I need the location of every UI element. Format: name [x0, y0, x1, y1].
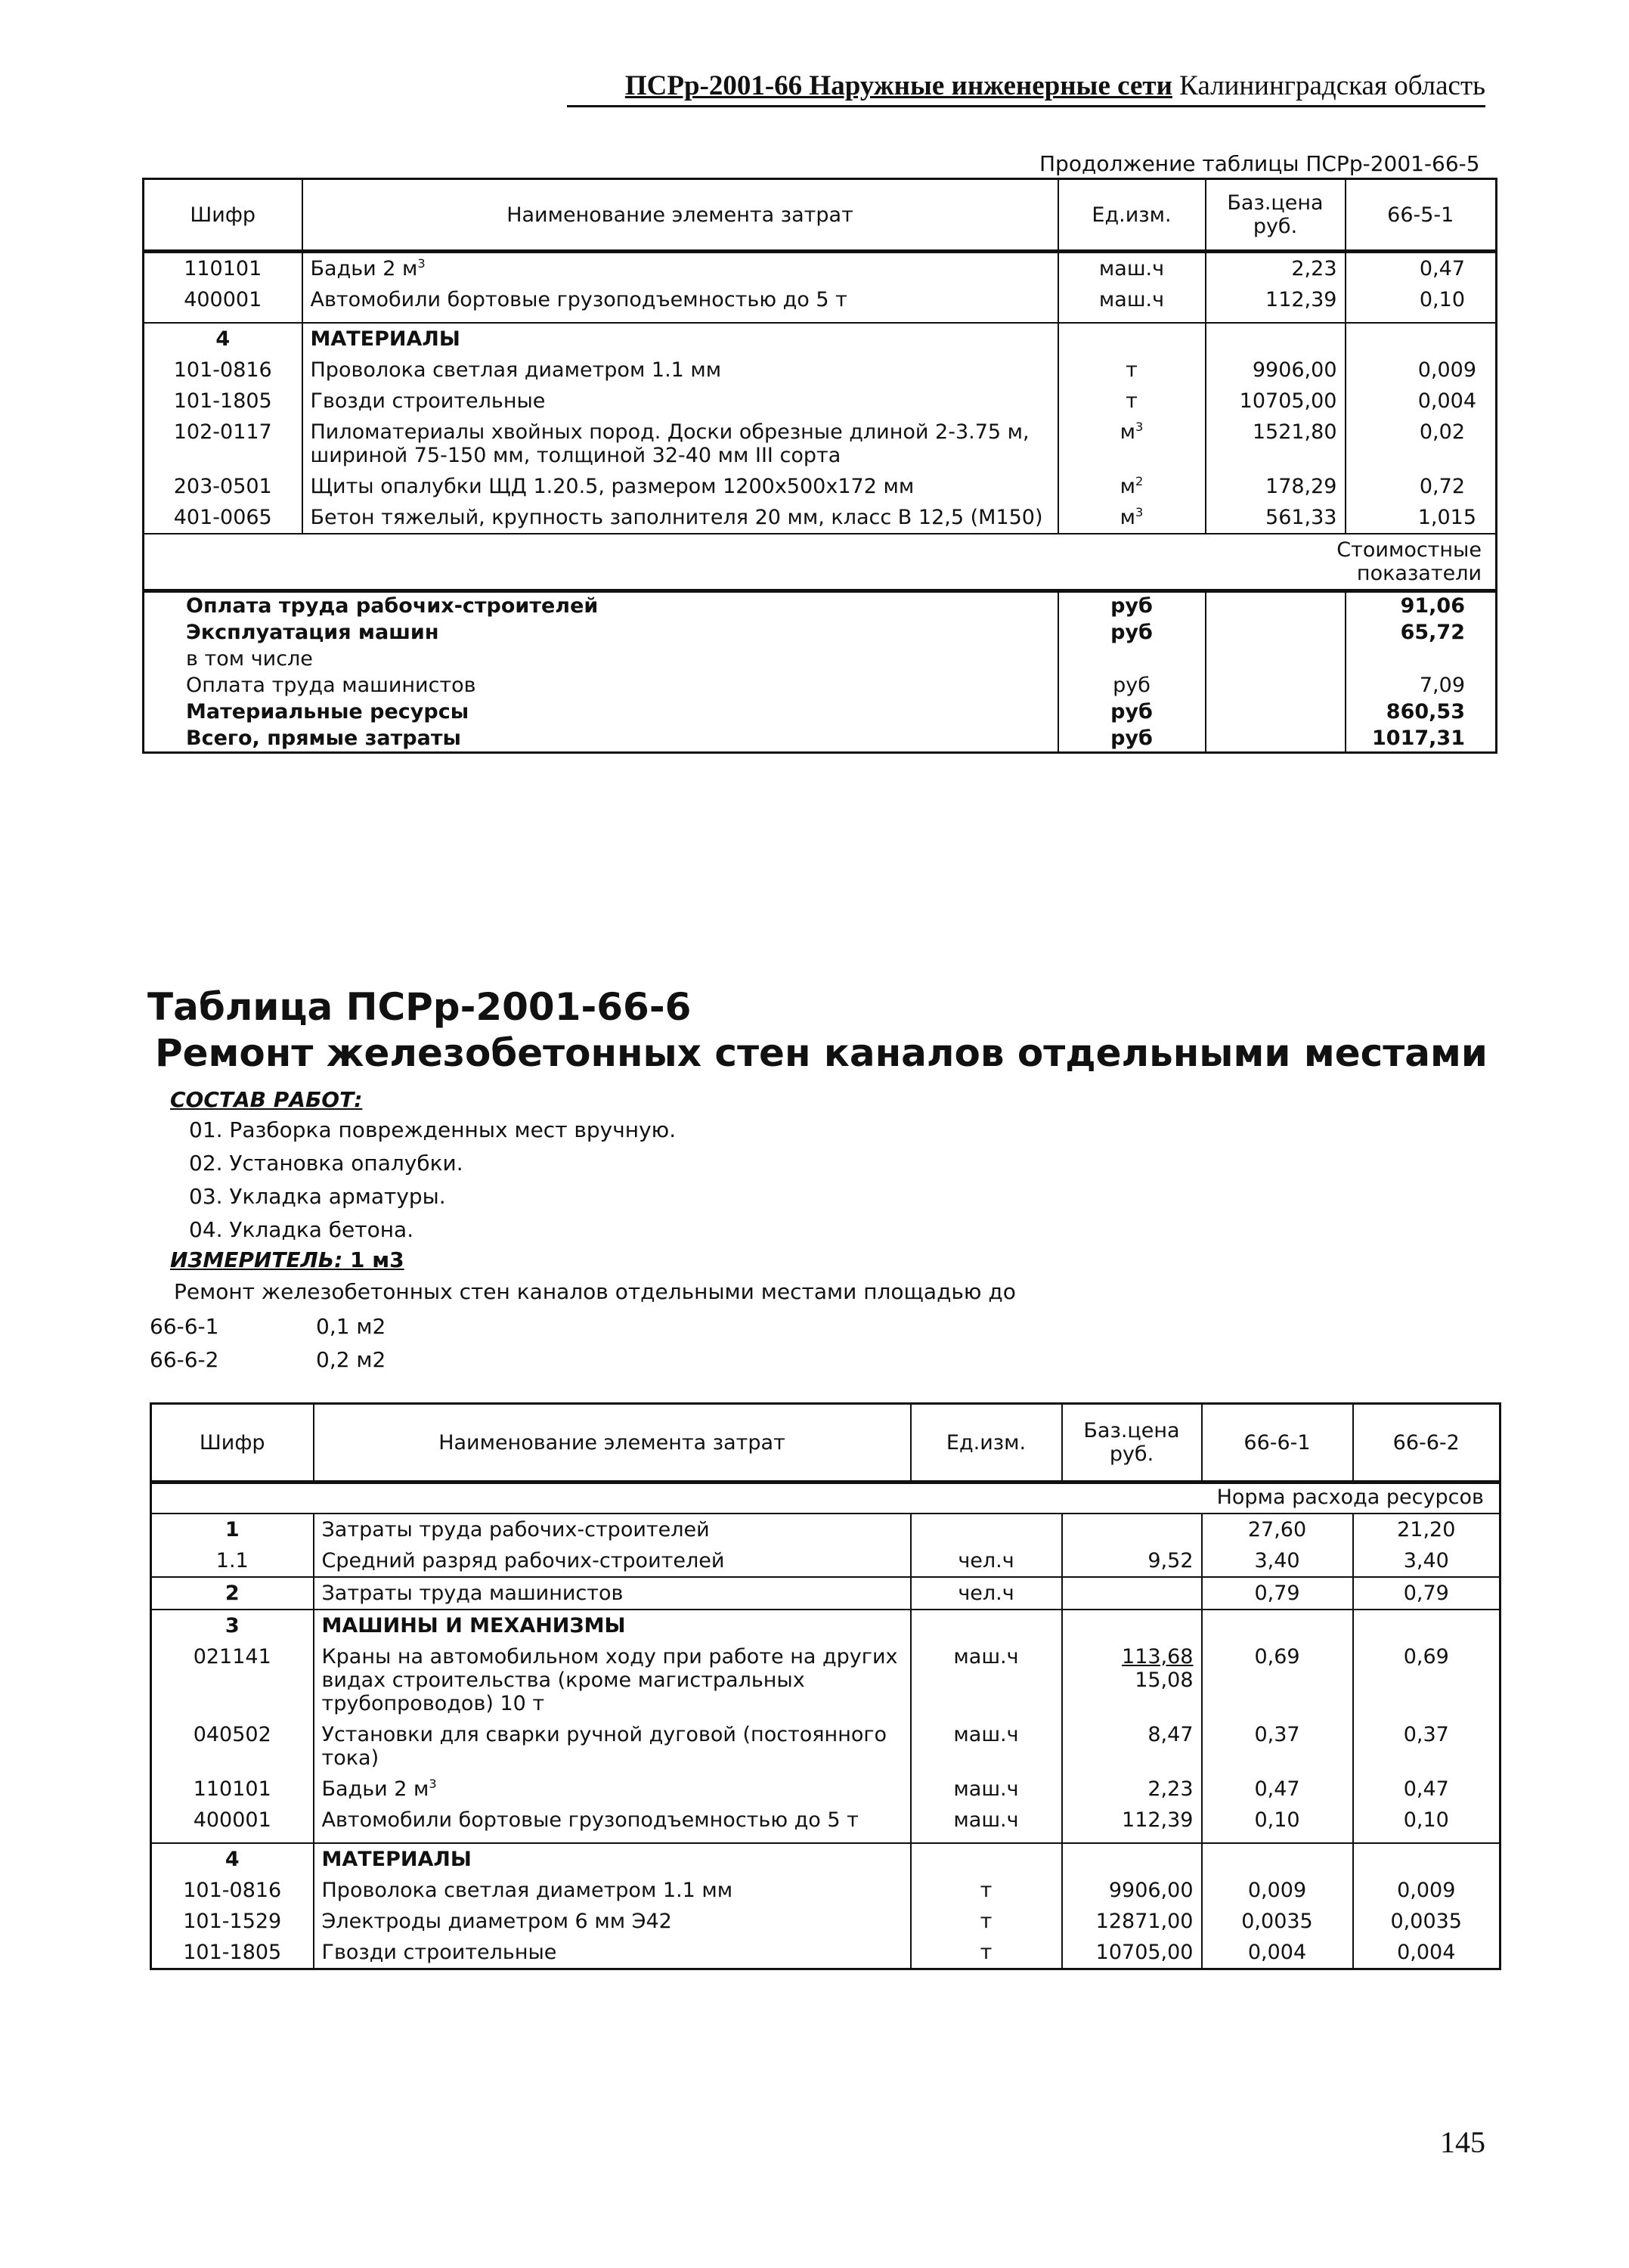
- section-title: МАТЕРИАЛЫ: [314, 1843, 911, 1875]
- row-price: 9906,00: [1062, 1875, 1202, 1906]
- row-price: 1521,80: [1206, 417, 1346, 471]
- table-row: [144, 386, 1497, 417]
- work-composition-label: СОСТАВ РАБОТ:: [170, 1087, 363, 1112]
- row-name: Гвозди строительные: [302, 386, 1058, 417]
- row-price: 2,23: [1062, 1774, 1202, 1805]
- row-unit: т: [911, 1937, 1062, 1969]
- col-header-code: Шифр: [144, 179, 302, 252]
- cost-unit: руб: [1058, 672, 1206, 699]
- variant-code: 66-6-1: [150, 1314, 219, 1339]
- row-price: 9906,00: [1206, 355, 1346, 386]
- cost-label: Оплата труда рабочих-строителей: [144, 591, 1058, 620]
- header-region: Калининградская область: [1179, 70, 1485, 101]
- table-row: [151, 1641, 1500, 1719]
- table-continuation-label: Продолжение таблицы ПСРр-2001-66-5: [1039, 151, 1480, 176]
- row-value-1: 27,60: [1202, 1514, 1353, 1545]
- row-value-1: 0,004: [1202, 1937, 1353, 1969]
- row-value-1: 0,69: [1202, 1641, 1353, 1719]
- row-value-2: 0,10: [1403, 1808, 1449, 1832]
- cost-label: в том числе: [186, 647, 313, 671]
- row-value: 0,10: [1419, 288, 1465, 311]
- row-unit: чел.ч: [911, 1545, 1062, 1577]
- row-unit: т: [911, 1875, 1062, 1906]
- header-title: ПСРр-2001-66 Наружные инженерные сети: [624, 70, 1172, 101]
- row-code: 101-1805: [151, 1937, 314, 1969]
- row-code: 110101: [144, 252, 302, 285]
- cost-row: [144, 699, 1497, 725]
- col-header-name: Наименование элемента затрат: [302, 179, 1058, 252]
- row-price: 112,39: [1206, 284, 1346, 323]
- norm-header-row: [151, 1483, 1500, 1514]
- cost-header: Стоимостные показатели: [1206, 534, 1497, 591]
- table-row: [144, 252, 1497, 285]
- row-unit: чел.ч: [911, 1577, 1062, 1610]
- row-price: 12871,00: [1062, 1906, 1202, 1937]
- cost-unit: руб: [1058, 725, 1206, 753]
- row-value: 0,009: [1417, 358, 1476, 382]
- resource-table-66-6: [150, 1402, 1501, 1970]
- col-header-name: Наименование элемента затрат: [314, 1404, 911, 1483]
- row-value-2: 0,37: [1403, 1723, 1449, 1746]
- section-title: МАТЕРИАЛЫ: [302, 323, 1058, 355]
- table-row: [151, 1545, 1500, 1577]
- row-code: 400001: [151, 1805, 314, 1843]
- cost-value: 860,53: [1386, 700, 1465, 723]
- col-header-66-6-2: 66-6-2: [1353, 1404, 1500, 1483]
- row-value: 0,47: [1419, 257, 1465, 280]
- table-row: [144, 417, 1497, 471]
- cost-header-row: [144, 534, 1497, 591]
- cost-row: [144, 672, 1497, 699]
- table-row: [144, 502, 1497, 534]
- row-unit: маш.ч: [1058, 252, 1206, 285]
- row-value-2: 0,47: [1403, 1777, 1449, 1801]
- cost-label: Всего, прямые затраты: [186, 727, 461, 750]
- row-value-1: 0,10: [1202, 1805, 1353, 1843]
- work-item: 01. Разборка поврежденных мест вручную.: [189, 1117, 677, 1142]
- row-value-2: 0,69: [1403, 1645, 1449, 1668]
- row-code: 401-0065: [144, 502, 302, 534]
- row-name: Бадьи 2 $м^3$: [302, 252, 1058, 285]
- work-item: 02. Установка опалубки.: [189, 1151, 463, 1176]
- norm-header: Норма расхода ресурсов: [1202, 1483, 1500, 1514]
- table-row: [151, 1774, 1500, 1805]
- row-name: Затраты труда рабочих-строителей: [314, 1514, 911, 1545]
- row-value-1: 0,009: [1202, 1875, 1353, 1906]
- row-name: Автомобили бортовые грузоподъемностью до 5 т: [302, 284, 1058, 323]
- section-title: МАШИНЫ И МЕХАНИЗМЫ: [314, 1610, 911, 1641]
- row-code: 400001: [144, 284, 302, 323]
- row-name: Бетон тяжелый, крупность заполнителя 20 мм, класс В 12,5 (М150): [302, 502, 1058, 534]
- cost-value: 91,06: [1346, 591, 1497, 620]
- row-value: 1,015: [1417, 506, 1476, 529]
- section-row-materials: [144, 323, 1497, 355]
- running-header: [567, 70, 1485, 107]
- table-row: [151, 1719, 1500, 1774]
- variant-value: 0,2 м2: [316, 1347, 386, 1372]
- table-row: [151, 1514, 1500, 1545]
- row-price: 178,29: [1206, 471, 1346, 502]
- page-number: 145: [1440, 2125, 1485, 2159]
- row-code: 1: [151, 1514, 314, 1545]
- row-code: 101-1529: [151, 1906, 314, 1937]
- row-code: 101-0816: [151, 1875, 314, 1906]
- cost-row: [144, 591, 1497, 620]
- cost-value: 7,09: [1419, 674, 1465, 697]
- row-value: 0,72: [1419, 475, 1465, 498]
- row-name: Гвозди строительные: [314, 1937, 911, 1969]
- row-price: 9,52: [1062, 1545, 1202, 1577]
- header-rule: [567, 105, 1485, 107]
- row-value-1: 0,37: [1202, 1719, 1353, 1774]
- row-value-2: 3,40: [1403, 1549, 1449, 1572]
- cost-row: [144, 619, 1497, 646]
- variant-code: 66-6-2: [150, 1347, 219, 1372]
- table-row: [151, 1906, 1500, 1937]
- col-header-price: Баз.цена руб.: [1062, 1404, 1202, 1483]
- cost-value: 65,72: [1400, 621, 1465, 644]
- row-value-2: 0,004: [1397, 1941, 1456, 1964]
- row-code: 1.1: [151, 1545, 314, 1577]
- row-code: 203-0501: [144, 471, 302, 502]
- table-row: [144, 284, 1497, 323]
- variant-value: 0,1 м2: [316, 1314, 386, 1339]
- col-header-66-5-1: 66-5-1: [1346, 179, 1497, 252]
- row-price: 8,47: [1062, 1719, 1202, 1774]
- table-row: [144, 355, 1497, 386]
- table-row: [151, 1805, 1500, 1843]
- cost-label: Оплата труда машинистов: [186, 674, 476, 697]
- row-value-2: 0,79: [1353, 1577, 1500, 1610]
- cost-unit: руб: [1058, 699, 1206, 725]
- row-value-2: 21,20: [1397, 1518, 1456, 1541]
- section-row-machines: [151, 1610, 1500, 1641]
- col-header-66-6-1: 66-6-1: [1202, 1404, 1353, 1483]
- row-price: 112,39: [1062, 1805, 1202, 1843]
- row-value: 0,02: [1419, 420, 1465, 444]
- row-code: 2: [151, 1577, 314, 1610]
- row-unit: маш.ч: [911, 1805, 1062, 1843]
- row-unit: маш.ч: [911, 1719, 1062, 1774]
- row-value-1: 0,47: [1202, 1774, 1353, 1805]
- row-name: Бадьи 2 $м^3$: [314, 1774, 911, 1805]
- resource-table-66-5: [142, 178, 1497, 754]
- row-value-2: 0,0035: [1390, 1910, 1462, 1933]
- row-name: Пиломатериалы хвойных пород. Доски обрезные длиной 2-3.75 м, шириной 75-150 мм, толщиной 32-40 мм III сорта: [302, 417, 1058, 471]
- section-code: 3: [151, 1610, 314, 1641]
- row-value: 0,004: [1417, 389, 1476, 413]
- row-value-2: 0,009: [1397, 1879, 1456, 1902]
- cost-label: Материальные ресурсы: [186, 700, 469, 723]
- row-unit: маш.ч: [1058, 284, 1206, 323]
- cost-value: 1017,31: [1372, 727, 1465, 750]
- row-price: 561,33: [1206, 502, 1346, 534]
- col-header-price: Баз.цена руб.: [1206, 179, 1346, 252]
- measure-value: 1 м3: [350, 1247, 404, 1272]
- row-name: Проволока светлая диаметром 1.1 мм: [314, 1875, 911, 1906]
- row-name: Краны на автомобильном ходу при работе на других видах строительства (кроме магистральных трубопроводов) 10 т: [314, 1641, 911, 1719]
- row-price: 10705,00: [1062, 1937, 1202, 1969]
- row-name: Электроды диаметром 6 мм Э42: [314, 1906, 911, 1937]
- description: Ремонт железобетонных стен каналов отдельными местами площадью до: [174, 1279, 1016, 1304]
- cost-label: Эксплуатация машин: [186, 621, 439, 644]
- row-value-1: 0,79: [1202, 1577, 1353, 1610]
- work-item: 03. Укладка арматуры.: [189, 1184, 446, 1209]
- row-name: Щиты опалубки ЩД 1.20.5, размером 1200х500х172 мм: [302, 471, 1058, 502]
- row-price: 10705,00: [1206, 386, 1346, 417]
- col-header-code: Шифр: [151, 1404, 314, 1483]
- row-name: Средний разряд рабочих-строителей: [314, 1545, 911, 1577]
- row-code: 102-0117: [144, 417, 302, 471]
- row-code: 101-0816: [144, 355, 302, 386]
- row-unit: $м^3$: [1058, 502, 1206, 534]
- table-title: Таблица ПСРр-2001-66-6: [147, 985, 692, 1029]
- cost-unit: руб: [1058, 591, 1206, 620]
- row-name: Затраты труда машинистов: [314, 1577, 911, 1610]
- row-unit: $м^2$: [1058, 471, 1206, 502]
- row-unit: т: [911, 1906, 1062, 1937]
- measure-label: ИЗМЕРИТЕЛЬ: 1 м3: [170, 1247, 404, 1272]
- row-code: 101-1805: [144, 386, 302, 417]
- row-value-1: 3,40: [1202, 1545, 1353, 1577]
- row-price: 2,23: [1206, 252, 1346, 285]
- work-item: 04. Укладка бетона.: [189, 1217, 414, 1242]
- row-price: 113,68 15,08: [1062, 1641, 1202, 1719]
- row-code: 021141: [151, 1641, 314, 1719]
- table-subtitle: Ремонт железобетонных стен каналов отдельными местами: [155, 1031, 1488, 1075]
- cost-row: [144, 646, 1497, 672]
- row-code: 110101: [151, 1774, 314, 1805]
- section-row-materials: [151, 1843, 1500, 1875]
- row-name: Автомобили бортовые грузоподъемностью до 5 т: [314, 1805, 911, 1843]
- section-code: 4: [151, 1843, 314, 1875]
- col-header-unit: Ед.изм.: [911, 1404, 1062, 1483]
- row-unit: маш.ч: [911, 1641, 1062, 1719]
- row-unit: маш.ч: [911, 1774, 1062, 1805]
- cost-unit: руб: [1058, 619, 1206, 646]
- row-value-1: 0,0035: [1202, 1906, 1353, 1937]
- row-unit: т: [1058, 355, 1206, 386]
- row-name: Проволока светлая диаметром 1.1 мм: [302, 355, 1058, 386]
- row-code: 040502: [151, 1719, 314, 1774]
- table-row: [151, 1937, 1500, 1969]
- row-unit: т: [1058, 386, 1206, 417]
- row-unit: $м^3$: [1058, 417, 1206, 471]
- cost-row: [144, 725, 1497, 753]
- table-row: [151, 1875, 1500, 1906]
- row-name: Установки для сварки ручной дуговой (постоянного тока): [314, 1719, 911, 1774]
- table-row: [144, 471, 1497, 502]
- table-row: [151, 1577, 1500, 1610]
- col-header-unit: Ед.изм.: [1058, 179, 1206, 252]
- section-code: 4: [144, 323, 302, 355]
